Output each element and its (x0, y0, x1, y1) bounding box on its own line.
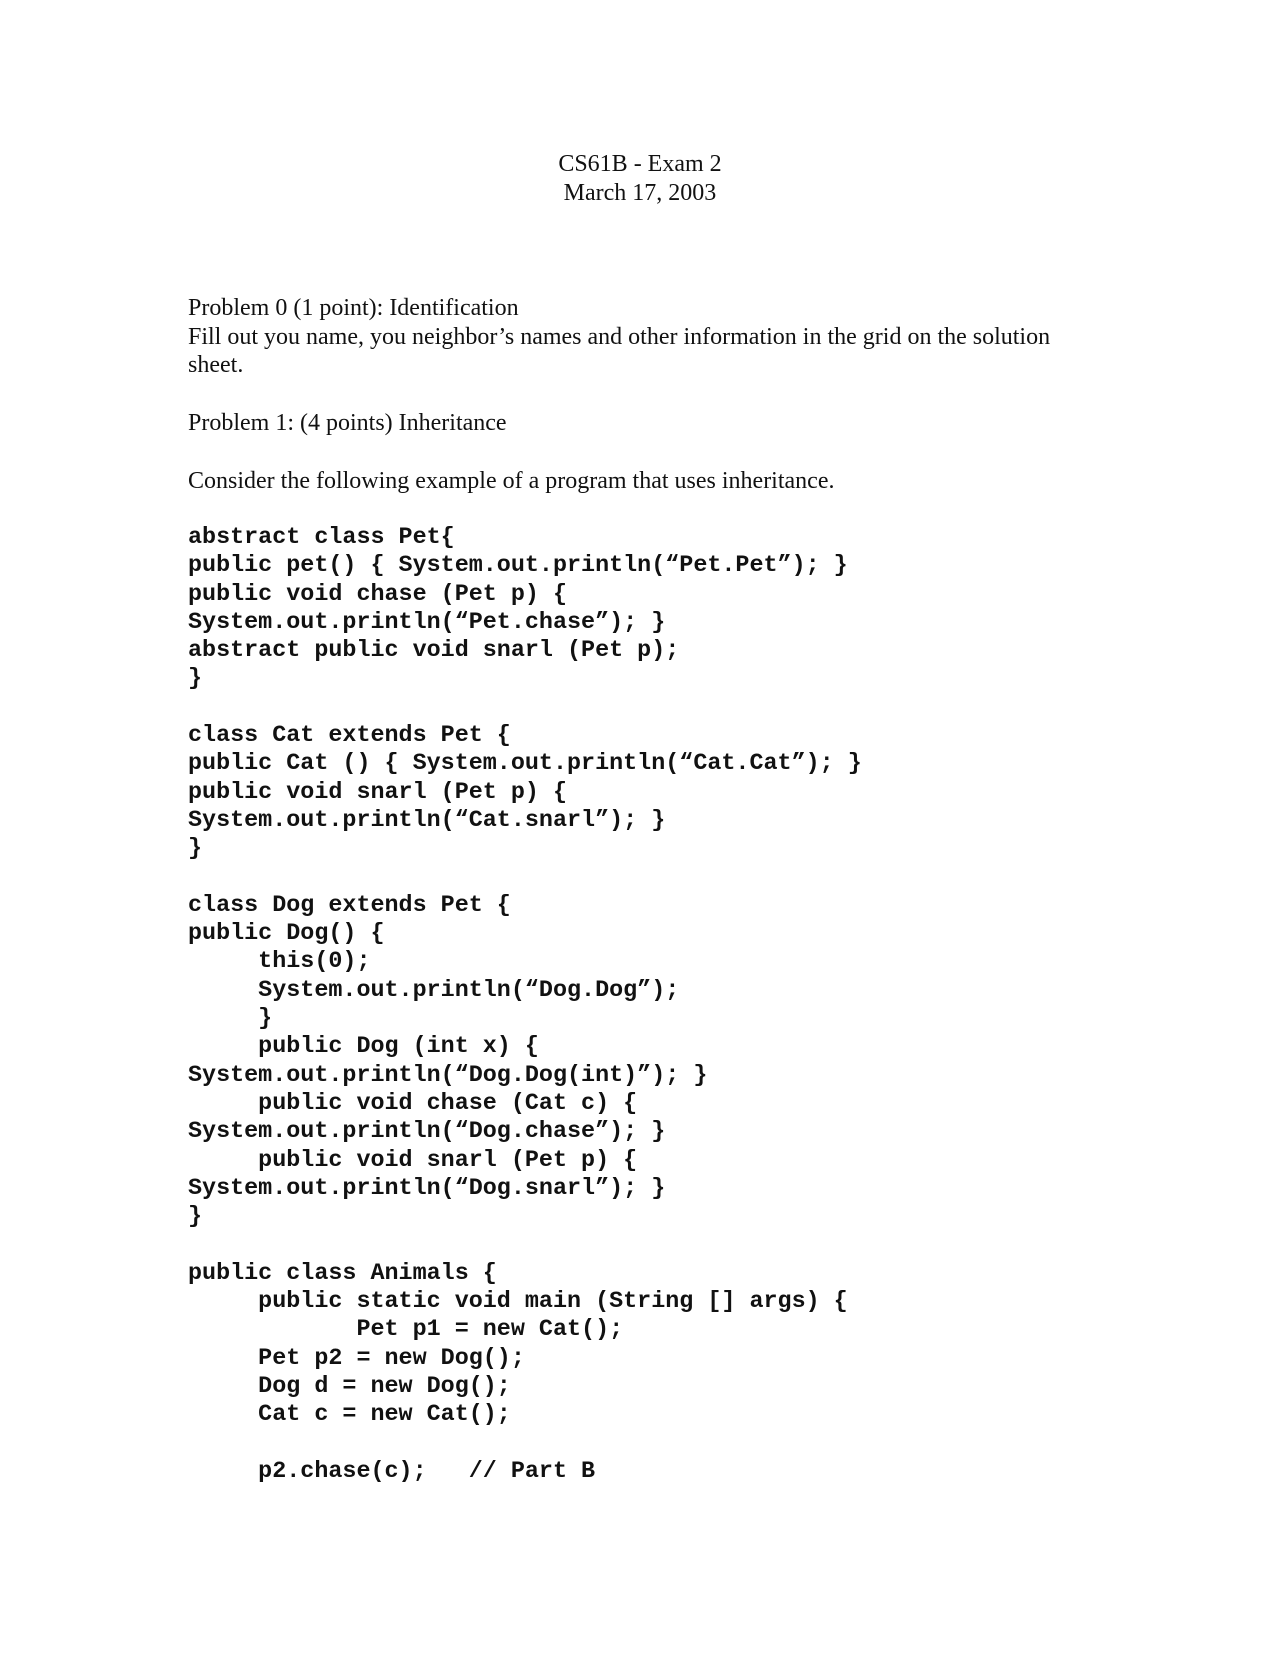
code-line: public void chase (Cat c) { (188, 1090, 638, 1117)
code-listing (188, 524, 862, 1486)
problem-1-heading: Problem 1: (4 points) Inheritance (188, 410, 507, 436)
code-line: class Cat extends Pet { (188, 723, 511, 750)
code-line: public Cat () { System.out.println(“Cat.Cat”); } (188, 751, 862, 778)
problem-0-section (188, 294, 1108, 380)
code-line: public pet() { System.out.println(“Pet.Pet”); } (188, 553, 848, 580)
code-line: System.out.println(“Dog.chase”); } (188, 1119, 666, 1146)
code-line: System.out.println(“Dog.snarl”); } (188, 1175, 666, 1202)
code-line: public Dog() { (188, 921, 385, 948)
exam-header (0, 150, 1280, 208)
code-line: } (188, 836, 203, 863)
code-line: p2.chase(c); // Part B (188, 1458, 596, 1485)
code-line: class Dog extends Pet { (188, 892, 511, 919)
code-line (188, 694, 862, 722)
code-line: public void snarl (Pet p) { (188, 1147, 638, 1174)
code-line: public static void main (String [] args) { (188, 1289, 848, 1316)
code-line: } (188, 1006, 273, 1033)
code-line: this(0); (188, 949, 371, 976)
problem-1-intro: Consider the following example of a program that uses inheritance. (188, 468, 835, 494)
code-line: System.out.println(“Dog.Dog”); (188, 977, 680, 1004)
code-line: public Dog (int x) { (188, 1034, 539, 1061)
code-line: abstract class Pet{ (188, 525, 455, 551)
code-line: } (188, 1204, 203, 1231)
code-line: System.out.println(“Pet.chase”); } (188, 609, 666, 636)
problem-0-heading: Problem 0 (1 point): Identification (188, 295, 519, 321)
exam-date: March 17, 2003 (563, 180, 717, 206)
code-line: System.out.println(“Cat.snarl”); } (188, 807, 666, 834)
code-line: } (188, 666, 203, 693)
problem-0-text: Fill out you name, you neighbor’s names and other information in the grid on the solution sheet. (188, 323, 1051, 378)
exam-title: CS61B - Exam 2 (558, 151, 722, 177)
code-line (188, 1231, 862, 1259)
code-line: public void snarl (Pet p) { (188, 779, 567, 806)
code-line: public class Animals { (188, 1260, 497, 1287)
code-line: Dog d = new Dog(); (188, 1373, 511, 1400)
code-line: abstract public void snarl (Pet p); (188, 638, 680, 665)
code-line (188, 864, 862, 892)
code-line: public void chase (Pet p) { (188, 581, 567, 608)
code-line: Pet p1 = new Cat(); (188, 1317, 624, 1344)
code-line: Cat c = new Cat(); (188, 1402, 511, 1429)
code-line: Pet p2 = new Dog(); (188, 1345, 525, 1372)
code-line: System.out.println(“Dog.Dog(int)”); } (188, 1062, 708, 1089)
code-line (188, 1430, 862, 1458)
